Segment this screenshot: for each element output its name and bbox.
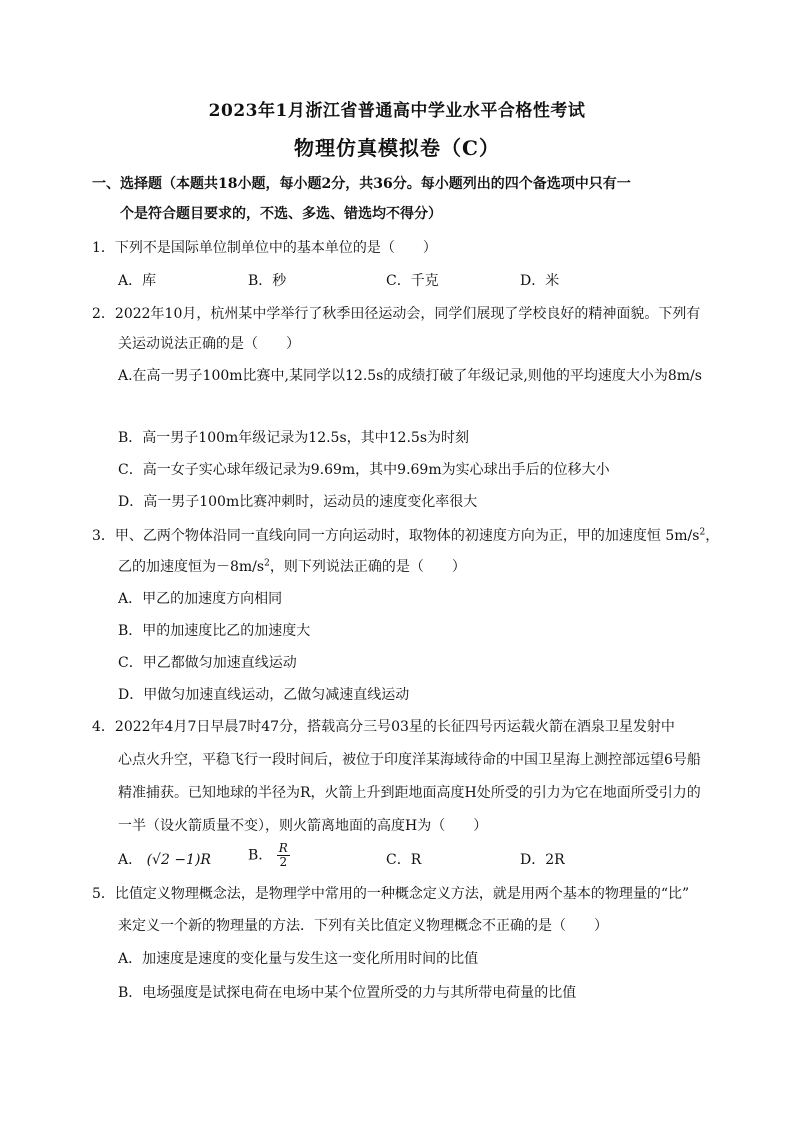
q2-option-d: D．高一男子100m比赛冲刺时，运动员的速度变化率很大 — [118, 494, 478, 510]
q3-stem-line1-text: 3．甲、乙两个物体沿同一直线向同一方向运动时，取物体的初速度方向为正，甲的加速度恒 5m/s — [92, 528, 700, 544]
q4-option-a-label: A． — [118, 852, 143, 868]
q1-option-b: B．秒 — [248, 273, 287, 289]
q4-fraction-denominator: 2 — [279, 855, 288, 869]
q4-fraction-numerator: R — [278, 841, 288, 855]
q3-stem-line2-text: 乙的加速度恒为－8m/s — [118, 559, 265, 575]
q3-stem-line1-end: ， — [705, 528, 720, 544]
exam-subtitle: 物理仿真模拟卷（C） — [294, 136, 500, 160]
q3-option-d: D．甲做匀加速直线运动，乙做匀减速直线运动 — [118, 687, 410, 703]
q4-stem-line3: 精准捕获。已知地球的半径为R，火箭上升到距地面高度H处所受的引力为它在地面所受引力的 — [118, 785, 701, 801]
q3-option-b: B．甲的加速度比乙的加速度大 — [118, 623, 311, 639]
q2-stem-line1: 2．2022年10月，杭州某中学举行了秋季田径运动会，同学们展现了学校良好的精神面貌。下列有 — [92, 306, 701, 322]
section-heading-line1: 一、选择题（本题共18小题，每小题2分，共36分。每小题列出的四个备选项中只有一 — [92, 176, 631, 192]
q5-stem-line2: 来定义一个新的物理量的方法．下列有关比值定义物理概念不正确的是（ ） — [118, 918, 608, 934]
q3-option-c: C．甲乙都做匀加速直线运动 — [118, 655, 297, 671]
q1-option-d: D．米 — [520, 273, 560, 289]
q3-superscript-2: 2 — [264, 558, 270, 569]
q4-option-a-formula: (√2 −1)R — [146, 852, 211, 868]
section-heading-line2: 个是符合题目要求的，不选、多选、错选均不得分） — [120, 206, 442, 222]
q4-option-a — [118, 850, 211, 870]
q4-option-b — [248, 842, 290, 869]
q5-option-a: A．加速度是速度的变化量与发生这一变化所用时间的比值 — [118, 951, 479, 967]
q2-stem-line2: 关运动说法正确的是（ ） — [118, 336, 300, 352]
exam-title: 2023年1月浙江省普通高中学业水平合格性考试 — [208, 101, 586, 121]
q4-stem-line1: 4．2022年4月7日早晨7时47分，搭载高分三号03星的长征四号丙运载火箭在酒泉卫星发射中 — [92, 719, 675, 735]
q5-stem-line1: 5．比值定义物理概念法，是物理学中常用的一种概念定义方法，就是用两个基本的物理量的“比” — [92, 886, 690, 902]
q4-stem-line4: 一半（设火箭质量不变），则火箭离地面的高度H为（ ） — [118, 818, 488, 834]
q3-stem-line2 — [118, 557, 466, 577]
q4-option-d: D．2R — [520, 852, 565, 868]
q4-stem-line2: 心点火升空，平稳飞行一段时间后，被位于印度洋某海域待命的中国卫星海上测控部远望6号船 — [118, 752, 701, 768]
q3-stem-line2-end: ，则下列说法正确的是（ ） — [269, 559, 466, 575]
q1-option-c: C．千克 — [386, 273, 439, 289]
q1-option-a: A．库 — [118, 273, 157, 289]
q4-option-c: C．R — [386, 852, 422, 868]
q5-option-b: B．电场强度是试探电荷在电场中某个位置所受的力与其所带电荷量的比值 — [118, 985, 577, 1001]
q2-option-a: A.在高一男子100m比赛中,某同学以12.5s的成绩打破了年级记录,则他的平均速度大小为8m/s — [118, 368, 702, 384]
q3-option-a: A．甲乙的加速度方向相同 — [118, 591, 283, 607]
q1-stem: 1．下列不是国际单位制单位中的基本单位的是（ ） — [92, 240, 437, 256]
q4-option-b-label: B． — [248, 847, 273, 864]
q2-option-c: C．高一女子实心球年级记录为9.69m，其中9.69m为实心球出手后的位移大小 — [118, 462, 610, 478]
q2-option-b: B．高一男子100m年级记录为12.5s，其中12.5s为时刻 — [118, 430, 469, 446]
q3-superscript-1: 2 — [699, 527, 706, 538]
q3-stem-line1 — [92, 526, 719, 546]
q4-option-b-fraction — [277, 842, 290, 869]
